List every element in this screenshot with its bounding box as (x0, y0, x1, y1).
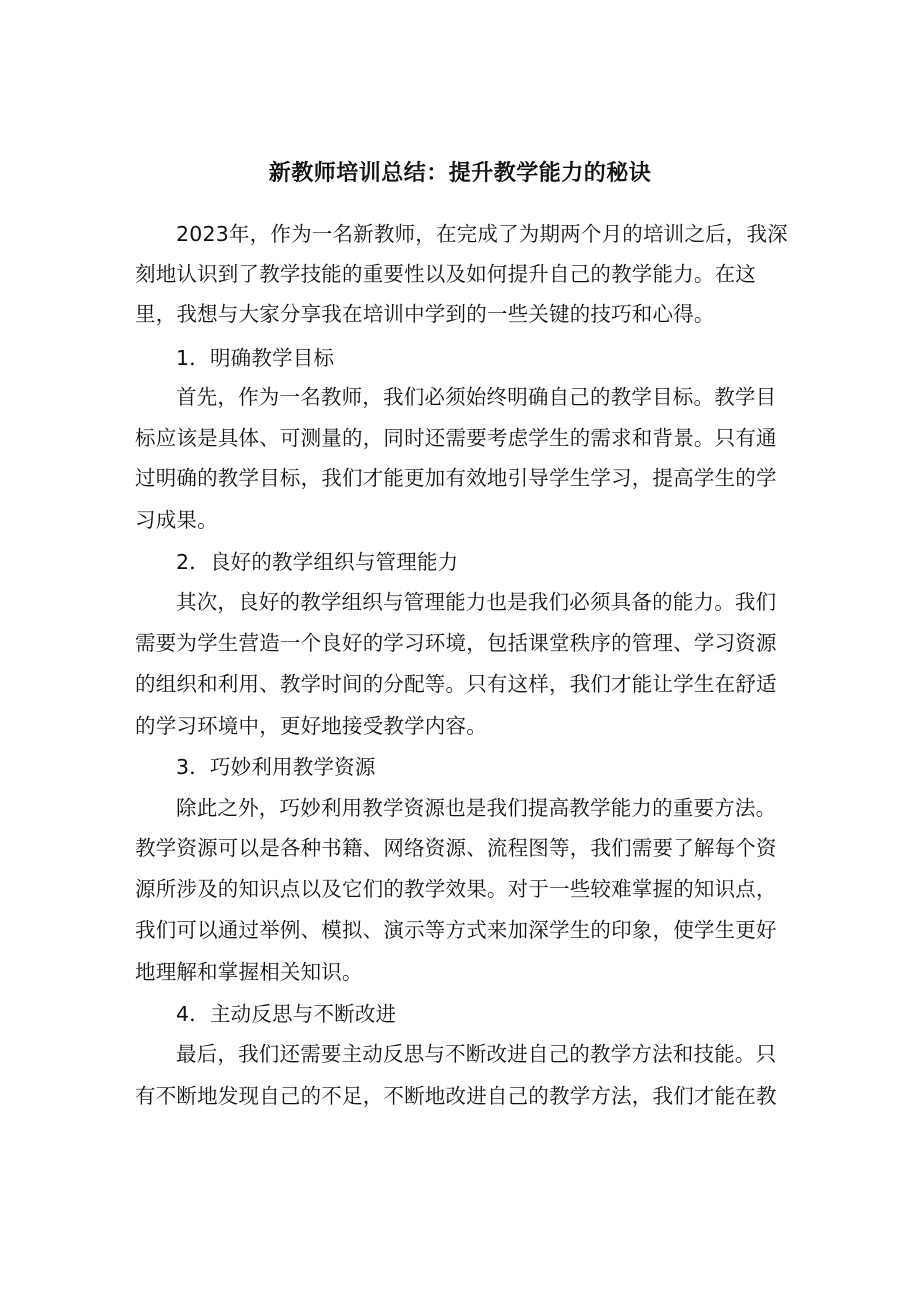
section-2-line-2: 需要为学生营造一个良好的学习环境，包括课堂秩序的管理、学习资源 (135, 631, 777, 655)
section-3-line-2: 教学资源可以是各种书籍、网络资源、流程图等，我们需要了解每个资 (135, 836, 777, 860)
section-2-heading: 2．良好的教学组织与管理能力 (176, 550, 459, 574)
section-2-line-4: 的学习环境中，更好地接受教学内容。 (135, 714, 487, 738)
section-1-line-4: 习成果。 (135, 508, 218, 532)
section-3-line-5: 地理解和掌握相关知识。 (135, 960, 363, 984)
section-2-line-1: 其次，良好的教学组织与管理能力也是我们必须具备的能力。我们 (176, 590, 777, 614)
section-3-line-4: 我们可以通过举例、模拟、演示等方式来加深学生的印象，使学生更好 (135, 918, 777, 942)
section-3-heading: 3．巧妙利用教学资源 (176, 755, 376, 779)
section-2-line-3: 的组织和利用、教学时间的分配等。只有这样，我们才能让学生在舒适 (135, 672, 777, 696)
section-3-line-1: 除此之外，巧妙利用教学资源也是我们提高教学能力的重要方法。 (176, 796, 777, 820)
section-1-line-2: 标应该是具体、可测量的，同时还需要考虑学生的需求和背景。只有通 (135, 426, 777, 450)
section-1-line-3: 过明确的教学目标，我们才能更加有效地引导学生学习，提高学生的学 (135, 466, 777, 490)
section-4-heading: 4．主动反思与不断改进 (176, 1002, 397, 1026)
section-4-line-1: 最后，我们还需要主动反思与不断改进自己的教学方法和技能。只 (176, 1042, 777, 1066)
section-3-line-3: 源所涉及的知识点以及它们的教学效果。对于一些较难掌握的知识点， (135, 877, 777, 901)
intro-line-2: 刻地认识到了教学技能的重要性以及如何提升自己的教学能力。在这 (135, 262, 756, 286)
section-1-line-1: 首先，作为一名教师，我们必须始终明确自己的教学目标。教学目 (176, 385, 777, 409)
section-1-heading: 1．明确教学目标 (176, 346, 335, 370)
intro-line-3: 里，我想与大家分享我在培训中学到的一些关键的技巧和心得。 (135, 302, 715, 326)
intro-line-1: 2023年，作为一名新教师，在完成了为期两个月的培训之后，我深 (176, 222, 788, 246)
document-title: 新教师培训总结：提升教学能力的秘诀 (268, 161, 652, 186)
section-4-line-2: 有不断地发现自己的不足，不断地改进自己的教学方法，我们才能在教 (135, 1084, 777, 1108)
